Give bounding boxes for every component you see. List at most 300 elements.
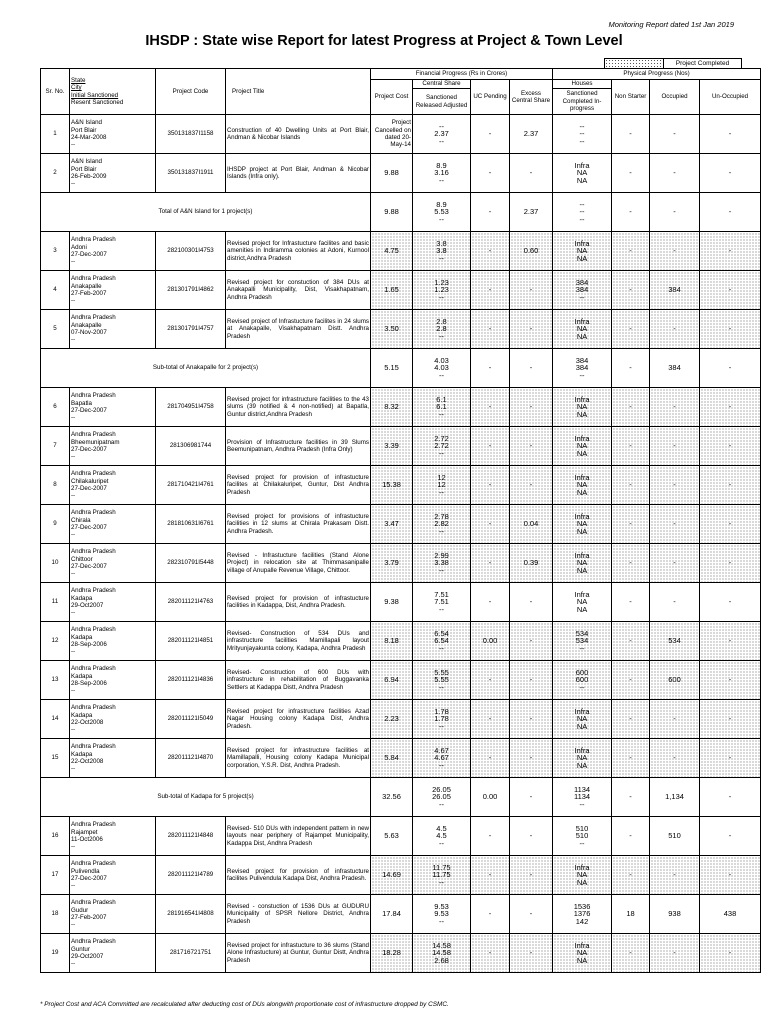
project-cost: 3.79 bbox=[371, 544, 413, 583]
location-cell bbox=[70, 661, 156, 700]
header-central-share: Central Share bbox=[413, 80, 471, 89]
occupied: 1,134 bbox=[650, 778, 700, 817]
central-share-value: 4.67 bbox=[434, 745, 449, 755]
unoccupied: - bbox=[700, 388, 761, 427]
occupied: - bbox=[650, 154, 700, 193]
unoccupied: - bbox=[700, 466, 761, 505]
location-line: Adoni bbox=[71, 243, 87, 251]
houses-value: NA bbox=[576, 168, 588, 178]
excess-share: 2.37 bbox=[510, 193, 553, 232]
location-line: -- bbox=[71, 180, 76, 188]
uc-pending: - bbox=[471, 271, 510, 310]
location-line: 27-Dec-2007 bbox=[71, 446, 107, 453]
location-line: Kadapa bbox=[71, 711, 93, 719]
location-line: -- bbox=[71, 414, 76, 422]
project-cost: Project Cancelled on dated 20-May-14 bbox=[371, 115, 413, 154]
table-row bbox=[41, 388, 761, 427]
location-line: Andhra Pradesh bbox=[71, 392, 116, 400]
central-share-value: -- bbox=[439, 721, 444, 731]
occupied: - bbox=[650, 427, 700, 466]
location-cell bbox=[70, 583, 156, 622]
project-title: Revised project for provisions of infrastucture facilities in 12 slums at Chirala Prakasam Distt. Andhra Pradesh. bbox=[226, 505, 371, 544]
uc-pending: 0.00 bbox=[471, 622, 510, 661]
central-share-cell bbox=[413, 544, 471, 583]
houses-value: NA bbox=[576, 877, 588, 887]
central-share-cell bbox=[413, 739, 471, 778]
location-line: -- bbox=[71, 570, 76, 578]
location-line: Kadapa bbox=[71, 594, 93, 602]
location-line: 29-Oct2007 bbox=[71, 953, 104, 960]
central-share-value: 2.72 bbox=[434, 441, 449, 451]
central-share-value: 2.8 bbox=[436, 324, 447, 334]
uc-pending: - bbox=[471, 934, 510, 973]
header-project-title: Project Title bbox=[226, 69, 371, 115]
excess-share: - bbox=[510, 622, 553, 661]
unoccupied: - bbox=[700, 349, 761, 388]
report-date: Monitoring Report dated 1st Jan 2019 bbox=[608, 20, 734, 29]
houses-value: Infra bbox=[574, 511, 590, 521]
houses-value: 510 bbox=[575, 823, 589, 833]
project-title: Revised project for constuction of 384 DUs at Anakapalli Municipality, Dist, Visakhapatnam, Andhra Pradesh bbox=[226, 271, 371, 310]
central-share-value: 3.16 bbox=[434, 168, 449, 178]
uc-pending: - bbox=[471, 115, 510, 154]
houses-value: Infra bbox=[574, 589, 590, 599]
location-line: 28-Sep-2006 bbox=[71, 641, 107, 648]
occupied: - bbox=[650, 856, 700, 895]
sr-no: 14 bbox=[41, 700, 70, 739]
sr-no: 3 bbox=[41, 232, 70, 271]
project-cost: 1.65 bbox=[371, 271, 413, 310]
table-row bbox=[41, 466, 761, 505]
excess-share: 2.37 bbox=[510, 115, 553, 154]
location-line: 11-Oct2006 bbox=[71, 836, 103, 843]
location-cell bbox=[70, 505, 156, 544]
project-code: 281704951I4758 bbox=[156, 388, 226, 427]
central-share-value: 4.03 bbox=[434, 363, 449, 373]
houses-value: -- bbox=[579, 214, 585, 224]
header-loc-city: City bbox=[71, 84, 82, 92]
header-unoccupied: Un-Occupied bbox=[700, 80, 761, 115]
location-line: Kadapa bbox=[71, 750, 93, 758]
location-line: Kadapa bbox=[71, 672, 93, 680]
central-share-value: 2.68 bbox=[434, 955, 449, 965]
location-cell bbox=[70, 934, 156, 973]
excess-share: - bbox=[510, 661, 553, 700]
central-share-value: 4.67 bbox=[434, 753, 449, 763]
houses-value: -- bbox=[579, 292, 585, 302]
central-share-value: -- bbox=[439, 838, 444, 848]
uc-pending: - bbox=[471, 895, 510, 934]
houses-value: Infra bbox=[574, 940, 590, 950]
occupied: - bbox=[650, 232, 700, 271]
table-row bbox=[41, 817, 761, 856]
header-uc-pending: UC Pending bbox=[471, 80, 510, 115]
central-share-value: -- bbox=[439, 487, 444, 497]
central-share-value: 12 bbox=[437, 472, 446, 482]
excess-share: - bbox=[510, 466, 553, 505]
sr-no: 1 bbox=[41, 115, 70, 154]
central-share-value: -- bbox=[439, 136, 444, 146]
houses-cell bbox=[553, 466, 612, 505]
location-line: 24-Mar-2008 bbox=[71, 134, 107, 141]
central-share-value: 7.51 bbox=[434, 589, 449, 599]
project-title: Revised project for infrastructure facilities at Mamillapalli, Housing colony Kadapa Municipal corporation, Y.S.R. Dist, Andhra Pradesh. bbox=[226, 739, 371, 778]
project-code: 282310791I5448 bbox=[156, 544, 226, 583]
occupied: - bbox=[650, 505, 700, 544]
central-share-cell bbox=[413, 622, 471, 661]
location-line: A&N Island bbox=[71, 158, 102, 166]
project-code: 282011121I4851 bbox=[156, 622, 226, 661]
houses-cell bbox=[553, 856, 612, 895]
project-title: Revised- Construction of 534 DUs and infrastructure facilities Mamillapali layout Mrityunjayakunta colony, Kadapa, Andhra Pradesh bbox=[226, 622, 371, 661]
non-starter: - bbox=[612, 232, 650, 271]
houses-cell bbox=[553, 310, 612, 349]
non-starter: - bbox=[612, 427, 650, 466]
houses-cell bbox=[553, 817, 612, 856]
footnote: * Project Cost and ACA Committed are recalculated after deducting cost of DUs alongwith proportionate cost of infrastructure dropped by CSMC. bbox=[40, 1001, 449, 1008]
houses-value: NA bbox=[576, 487, 588, 497]
uc-pending: - bbox=[471, 583, 510, 622]
project-title: Revised project for Infrastucture facilites and basic amenities in Indiramma colonies at Adoni, Kurnool district,Andhra Pradesh bbox=[226, 232, 371, 271]
header-occupied: Occupied bbox=[650, 80, 700, 115]
project-title: Revised project for provision of infrastucture facilites at Chilakaluripet, Guntur, Dist Andhra Pradesh bbox=[226, 466, 371, 505]
unoccupied: 438 bbox=[700, 895, 761, 934]
project-code: 350131837I1158 bbox=[156, 115, 226, 154]
project-code: 282011121I4870 bbox=[156, 739, 226, 778]
occupied: 600 bbox=[650, 661, 700, 700]
houses-value: -- bbox=[579, 207, 585, 217]
central-share-value: 8.9 bbox=[436, 160, 447, 170]
location-line: Chirala bbox=[71, 516, 91, 524]
header-location bbox=[70, 69, 156, 115]
table-row bbox=[41, 505, 761, 544]
central-share-cell bbox=[413, 856, 471, 895]
occupied: - bbox=[650, 193, 700, 232]
subtotal-label: Total of A&N Island for 1 project(s) bbox=[41, 193, 371, 232]
central-share-value: -- bbox=[439, 253, 444, 263]
table-row bbox=[41, 583, 761, 622]
non-starter: - bbox=[612, 739, 650, 778]
location-line: 07-Nov-2007 bbox=[71, 329, 107, 336]
location-line: -- bbox=[71, 336, 76, 344]
location-cell bbox=[70, 466, 156, 505]
location-line: Andhra Pradesh bbox=[71, 509, 116, 517]
central-share-value: -- bbox=[439, 526, 444, 536]
location-line: Andhra Pradesh bbox=[71, 626, 116, 634]
houses-value: NA bbox=[576, 175, 588, 185]
central-share-value: 3.8 bbox=[436, 238, 447, 248]
table-row bbox=[41, 310, 761, 349]
houses-value: 384 bbox=[575, 363, 589, 373]
central-share-value: 6.1 bbox=[436, 402, 447, 412]
sr-no: 11 bbox=[41, 583, 70, 622]
sr-no: 16 bbox=[41, 817, 70, 856]
unoccupied: - bbox=[700, 817, 761, 856]
houses-cell bbox=[553, 193, 612, 232]
central-share-value: 2.37 bbox=[434, 129, 449, 139]
location-line: Bapatla bbox=[71, 399, 92, 407]
project-cost: 6.94 bbox=[371, 661, 413, 700]
table-row bbox=[41, 271, 761, 310]
location-line: Andhra Pradesh bbox=[71, 821, 116, 829]
non-starter: - bbox=[612, 661, 650, 700]
central-share-cell bbox=[413, 700, 471, 739]
non-starter: - bbox=[612, 310, 650, 349]
houses-cell bbox=[553, 544, 612, 583]
header-loc-initial: Initial Sanctioned bbox=[71, 91, 119, 99]
houses-value: NA bbox=[576, 519, 588, 529]
subtotal-row bbox=[41, 349, 761, 388]
header-non-starter: Non Starter bbox=[612, 80, 650, 115]
non-starter: - bbox=[612, 271, 650, 310]
central-share-value: 3.38 bbox=[434, 558, 449, 568]
project-cost: 5.63 bbox=[371, 817, 413, 856]
location-cell bbox=[70, 154, 156, 193]
unoccupied: - bbox=[700, 700, 761, 739]
houses-cell bbox=[553, 622, 612, 661]
excess-share: 0.04 bbox=[510, 505, 553, 544]
project-cost: 5.84 bbox=[371, 739, 413, 778]
location-cell bbox=[70, 544, 156, 583]
houses-cell bbox=[553, 349, 612, 388]
location-line: Port Blair bbox=[71, 126, 97, 134]
location-cell bbox=[70, 700, 156, 739]
houses-value: NA bbox=[576, 402, 588, 412]
location-line: Andhra Pradesh bbox=[71, 314, 116, 322]
location-line: Andhra Pradesh bbox=[71, 899, 116, 907]
location-line: Rajampet bbox=[71, 828, 98, 836]
central-share-value: 1.78 bbox=[434, 706, 449, 716]
central-share-value: -- bbox=[439, 916, 444, 926]
central-share-value: -- bbox=[439, 331, 444, 341]
sr-no: 2 bbox=[41, 154, 70, 193]
project-title: Construction of 40 Dwelling Units at Port Blair, Andman & Nicobar Islands bbox=[226, 115, 371, 154]
uc-pending: - bbox=[471, 232, 510, 271]
table-row bbox=[41, 739, 761, 778]
project-cost: 8.18 bbox=[371, 622, 413, 661]
unoccupied: - bbox=[700, 154, 761, 193]
non-starter: - bbox=[612, 193, 650, 232]
houses-value: 600 bbox=[575, 667, 589, 677]
uc-pending: - bbox=[471, 817, 510, 856]
houses-value: -- bbox=[579, 643, 585, 653]
unoccupied: - bbox=[700, 934, 761, 973]
project-cost: 8.32 bbox=[371, 388, 413, 427]
occupied: 384 bbox=[650, 349, 700, 388]
excess-share: - bbox=[510, 310, 553, 349]
project-title: Revised- 510 DUs with independent pattern in new layouts near periphery of Rajampet Municipality, Kadappa Dist, Andhra Pradesh bbox=[226, 817, 371, 856]
project-cost: 9.88 bbox=[371, 154, 413, 193]
location-line: -- bbox=[71, 258, 76, 266]
houses-cell bbox=[553, 232, 612, 271]
unoccupied: - bbox=[700, 232, 761, 271]
central-share-value: -- bbox=[439, 292, 444, 302]
central-share-value: 5.53 bbox=[434, 207, 449, 217]
central-share-value: 4.03 bbox=[434, 355, 449, 365]
central-share-cell bbox=[413, 427, 471, 466]
houses-value: NA bbox=[576, 955, 588, 965]
project-title: Provision of Infrastructure facilities in 39 Slums Beemunipatnam, Andhra Pradesh (Infra Only) bbox=[226, 427, 371, 466]
excess-share: 0.39 bbox=[510, 544, 553, 583]
table-row bbox=[41, 544, 761, 583]
non-starter: - bbox=[612, 583, 650, 622]
excess-share: 0.60 bbox=[510, 232, 553, 271]
central-share-value: -- bbox=[439, 121, 444, 131]
central-share-cell bbox=[413, 349, 471, 388]
project-code: 282011121I4848 bbox=[156, 817, 226, 856]
location-cell bbox=[70, 739, 156, 778]
central-share-cell bbox=[413, 388, 471, 427]
houses-value: NA bbox=[576, 558, 588, 568]
occupied: - bbox=[650, 700, 700, 739]
header-project-code: Project Code bbox=[156, 69, 226, 115]
central-share-cell bbox=[413, 505, 471, 544]
location-line: Andhra Pradesh bbox=[71, 704, 116, 712]
central-share-value: 11.75 bbox=[432, 870, 451, 880]
occupied: - bbox=[650, 583, 700, 622]
location-line: -- bbox=[71, 648, 76, 656]
houses-value: Infra bbox=[574, 550, 590, 560]
uc-pending: - bbox=[471, 193, 510, 232]
unoccupied: - bbox=[700, 505, 761, 544]
project-code: 281716721751 bbox=[156, 934, 226, 973]
location-line: -- bbox=[71, 882, 76, 890]
central-share-cell bbox=[413, 271, 471, 310]
houses-value: NA bbox=[576, 604, 588, 614]
non-starter: - bbox=[612, 817, 650, 856]
central-share-value: -- bbox=[439, 682, 444, 692]
houses-value: -- bbox=[579, 799, 585, 809]
project-code: 281301791I4862 bbox=[156, 271, 226, 310]
central-share-value: 26.05 bbox=[432, 784, 451, 794]
sr-no: 10 bbox=[41, 544, 70, 583]
houses-value: 600 bbox=[575, 675, 589, 685]
central-share-value: 3.8 bbox=[436, 246, 447, 256]
central-share-value: 12 bbox=[437, 480, 446, 490]
table-row bbox=[41, 427, 761, 466]
location-line: Andhra Pradesh bbox=[71, 938, 116, 946]
table-row bbox=[41, 700, 761, 739]
project-code: 350131837I1911 bbox=[156, 154, 226, 193]
houses-value: NA bbox=[576, 448, 588, 458]
header-sanctioned-released: Sanctioned Released Adjusted bbox=[413, 89, 471, 115]
table-row bbox=[41, 934, 761, 973]
location-line: 27-Feb-2007 bbox=[71, 290, 107, 297]
sr-no: 12 bbox=[41, 622, 70, 661]
project-code: 281301791I4757 bbox=[156, 310, 226, 349]
location-line: -- bbox=[71, 726, 76, 734]
houses-cell bbox=[553, 115, 612, 154]
location-line: Andhra Pradesh bbox=[71, 548, 116, 556]
project-code: 282100301I4753 bbox=[156, 232, 226, 271]
houses-value: -- bbox=[579, 199, 585, 209]
houses-value: -- bbox=[579, 129, 585, 139]
location-line: Andhra Pradesh bbox=[71, 470, 116, 478]
location-line: -- bbox=[71, 492, 76, 500]
occupied: - bbox=[650, 115, 700, 154]
houses-value: NA bbox=[576, 870, 588, 880]
project-cost: 14.69 bbox=[371, 856, 413, 895]
houses-cell bbox=[553, 505, 612, 544]
central-share-value: 1.23 bbox=[434, 285, 449, 295]
non-starter: - bbox=[612, 388, 650, 427]
location-line: 27-Dec-2007 bbox=[71, 251, 107, 258]
unoccupied: - bbox=[700, 661, 761, 700]
houses-value: NA bbox=[576, 324, 588, 334]
unoccupied: - bbox=[700, 739, 761, 778]
central-share-value: 26.05 bbox=[432, 792, 451, 802]
location-line: 22-Oct2008 bbox=[71, 758, 104, 765]
houses-cell bbox=[553, 739, 612, 778]
houses-value: Infra bbox=[574, 745, 590, 755]
sr-no: 8 bbox=[41, 466, 70, 505]
location-cell bbox=[70, 427, 156, 466]
houses-value: Infra bbox=[574, 394, 590, 404]
houses-value: 1134 bbox=[573, 784, 591, 794]
project-cost: 3.47 bbox=[371, 505, 413, 544]
excess-share: - bbox=[510, 349, 553, 388]
unoccupied: - bbox=[700, 427, 761, 466]
location-line: Chittoor bbox=[71, 555, 93, 563]
houses-value: 1134 bbox=[573, 792, 591, 802]
central-share-value: -- bbox=[439, 760, 444, 770]
project-cost: 17.84 bbox=[371, 895, 413, 934]
houses-value: NA bbox=[576, 948, 588, 958]
location-line: -- bbox=[71, 453, 76, 461]
unoccupied: - bbox=[700, 856, 761, 895]
houses-value: -- bbox=[579, 121, 585, 131]
project-cost: 4.75 bbox=[371, 232, 413, 271]
non-starter: - bbox=[612, 115, 650, 154]
location-line: 29-Oct2007 bbox=[71, 602, 104, 609]
location-cell bbox=[70, 388, 156, 427]
houses-value: -- bbox=[579, 838, 585, 848]
central-share-value: 6.1 bbox=[436, 394, 447, 404]
central-share-value: 9.53 bbox=[434, 901, 449, 911]
uc-pending: - bbox=[471, 310, 510, 349]
excess-share: - bbox=[510, 739, 553, 778]
header-financial: Financial Progress (Rs in Crores) bbox=[371, 69, 553, 80]
location-line: -- bbox=[71, 687, 76, 695]
unoccupied: - bbox=[700, 271, 761, 310]
central-share-cell bbox=[413, 193, 471, 232]
houses-value: -- bbox=[579, 136, 585, 146]
uc-pending: - bbox=[471, 856, 510, 895]
uc-pending: - bbox=[471, 739, 510, 778]
central-share-value: 14.58 bbox=[432, 948, 451, 958]
houses-value: Infra bbox=[574, 433, 590, 443]
central-share-value: 6.54 bbox=[434, 628, 449, 638]
location-line: Pulivendla bbox=[71, 867, 100, 875]
houses-value: NA bbox=[576, 597, 588, 607]
central-share-cell bbox=[413, 115, 471, 154]
unoccupied: - bbox=[700, 544, 761, 583]
location-line: 27-Feb-2007 bbox=[71, 914, 107, 921]
non-starter: - bbox=[612, 349, 650, 388]
sr-no: 15 bbox=[41, 739, 70, 778]
houses-value: 142 bbox=[575, 916, 589, 926]
location-line: 28-Sep-2006 bbox=[71, 680, 107, 687]
project-cost: 5.15 bbox=[371, 349, 413, 388]
location-line: -- bbox=[71, 921, 76, 929]
occupied: 938 bbox=[650, 895, 700, 934]
central-share-value: 9.53 bbox=[434, 909, 449, 919]
project-code: 282011121I4789 bbox=[156, 856, 226, 895]
central-share-cell bbox=[413, 778, 471, 817]
non-starter: - bbox=[612, 622, 650, 661]
excess-share: - bbox=[510, 895, 553, 934]
location-line: 22-Oct2008 bbox=[71, 719, 104, 726]
